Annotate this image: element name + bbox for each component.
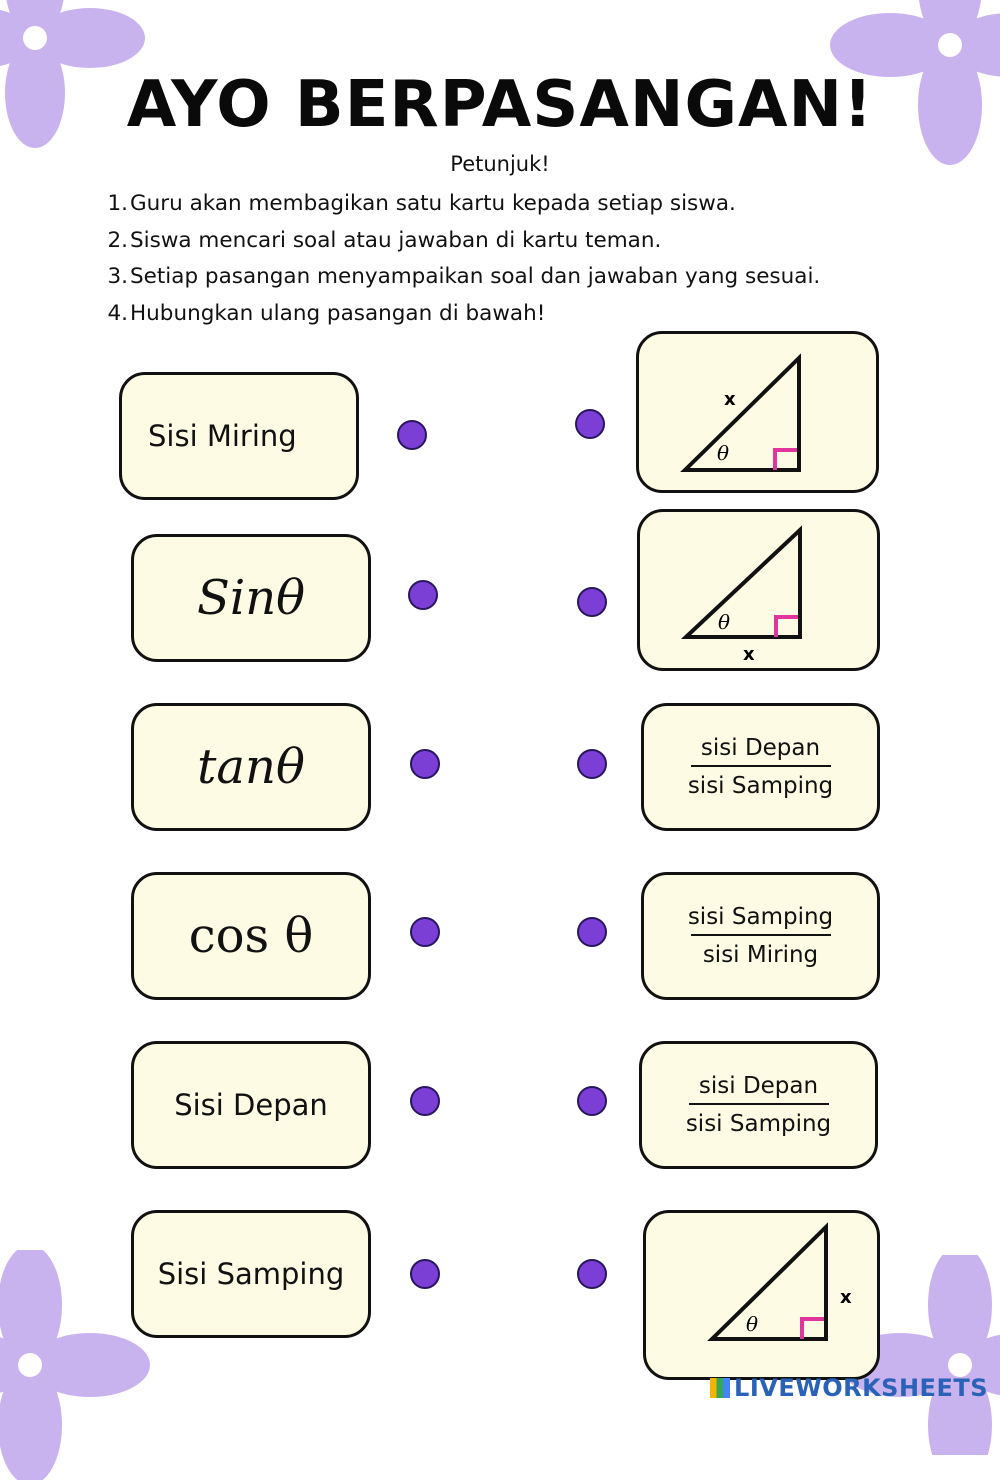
left-card-sin[interactable] bbox=[131, 534, 371, 662]
liveworksheets-logo-icon bbox=[710, 1378, 730, 1398]
instruction-item: 2. Siswa mencari soal atau jawaban di kartu teman. bbox=[107, 227, 662, 253]
match-dot-right-2[interactable] bbox=[577, 587, 607, 617]
left-card-cos[interactable] bbox=[131, 872, 371, 1000]
fraction-numerator: sisi Depan bbox=[700, 735, 821, 761]
instruction-item: 1. Guru akan membagikan satu kartu kepada setiap siswa. bbox=[107, 191, 736, 216]
fraction-numerator: sisi Samping bbox=[687, 904, 834, 930]
instruction-item: 4. Hubungkan ulang pasangan di bawah! bbox=[107, 300, 546, 326]
right-card-fraction-cos[interactable] bbox=[641, 872, 880, 1000]
right-card-fraction-sin[interactable] bbox=[639, 1041, 878, 1169]
fraction-bar bbox=[691, 765, 831, 767]
instructions-list bbox=[102, 186, 962, 332]
left-card-tan[interactable] bbox=[131, 703, 371, 831]
liveworksheets-logo bbox=[710, 1374, 988, 1402]
match-dot-right-3[interactable] bbox=[577, 749, 607, 779]
right-card-triangle-adjacent[interactable] bbox=[637, 509, 880, 671]
left-card-label: Sisi Miring bbox=[148, 419, 297, 453]
left-card-label: Sisi Samping bbox=[157, 1257, 345, 1291]
left-card-sisi-samping[interactable] bbox=[131, 1210, 371, 1338]
angle-label: θ bbox=[717, 441, 730, 465]
left-card-sisi-miring[interactable] bbox=[119, 372, 359, 500]
angle-label: θ bbox=[718, 610, 731, 634]
instructions-heading: Petunjuk! bbox=[450, 152, 550, 176]
fraction bbox=[642, 1073, 875, 1137]
side-mark: x bbox=[724, 389, 736, 410]
fraction-denominator: sisi Samping bbox=[687, 773, 834, 799]
match-dot-left-1[interactable] bbox=[397, 420, 427, 450]
match-dot-left-3[interactable] bbox=[410, 749, 440, 779]
angle-label: θ bbox=[746, 1312, 759, 1336]
fraction bbox=[644, 735, 877, 799]
fraction-numerator: sisi Depan bbox=[698, 1073, 819, 1099]
instruction-item: 3. Setiap pasangan menyampaikan soal dan jawaban yang sesuai. bbox=[107, 264, 821, 289]
left-card-sisi-depan[interactable] bbox=[131, 1041, 371, 1169]
fraction-denominator: sisi Samping bbox=[685, 1111, 832, 1137]
right-card-triangle-opposite[interactable] bbox=[643, 1210, 880, 1380]
match-dot-left-6[interactable] bbox=[410, 1259, 440, 1289]
page-title: AYO BERPASANGAN! bbox=[126, 68, 874, 142]
side-mark: x bbox=[840, 1287, 852, 1308]
footer-brand: LIVEWORKSHEETS bbox=[734, 1374, 988, 1402]
match-dot-left-5[interactable] bbox=[410, 1086, 440, 1116]
fraction-denominator: sisi Miring bbox=[702, 942, 819, 968]
fraction-bar bbox=[689, 1103, 829, 1105]
match-dot-right-4[interactable] bbox=[577, 917, 607, 947]
match-dot-right-1[interactable] bbox=[575, 409, 605, 439]
fraction-bar bbox=[691, 934, 831, 936]
side-mark: x bbox=[743, 644, 755, 665]
left-card-label: Sinθ bbox=[196, 570, 306, 626]
left-card-label: cos θ bbox=[188, 908, 314, 964]
match-dot-left-4[interactable] bbox=[410, 917, 440, 947]
fraction bbox=[644, 904, 877, 968]
left-card-label: tanθ bbox=[197, 739, 305, 795]
right-card-triangle-hypotenuse[interactable] bbox=[636, 331, 879, 493]
match-dot-left-2[interactable] bbox=[408, 580, 438, 610]
right-triangle-icon bbox=[640, 512, 877, 668]
right-card-fraction-tan[interactable] bbox=[641, 703, 880, 831]
match-dot-right-5[interactable] bbox=[577, 1086, 607, 1116]
left-card-label: Sisi Depan bbox=[174, 1088, 328, 1122]
right-triangle-icon bbox=[646, 1213, 877, 1377]
right-triangle-icon bbox=[639, 334, 876, 490]
match-dot-right-6[interactable] bbox=[577, 1259, 607, 1289]
flower-bottom-left-icon bbox=[0, 1250, 150, 1480]
